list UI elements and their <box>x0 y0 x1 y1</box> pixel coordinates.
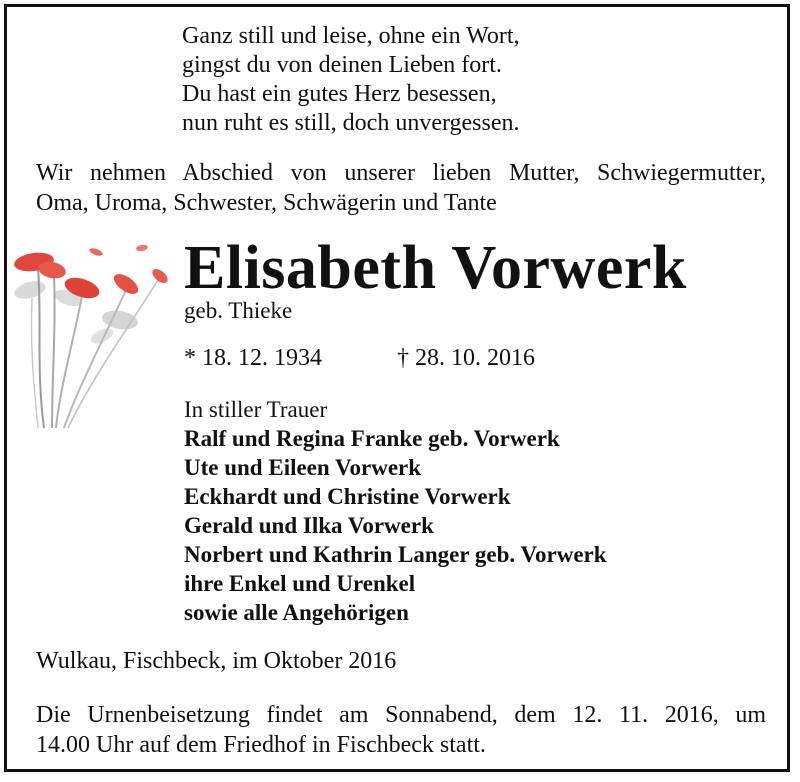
birth-date: * 18. 12. 1934 <box>184 345 322 371</box>
mourner-line: Gerald und Ilka Vorwerk <box>184 513 434 538</box>
burial-line: Die Urnenbeisetzung findet am Sonnabend, dem 12. 11. 2016, um <box>36 702 766 728</box>
mourners-block <box>184 395 607 627</box>
mourner-line: Ralf und Regina Franke geb. Vorwerk <box>184 426 560 451</box>
mourner-line: Ute und Eileen Vorwerk <box>184 455 422 480</box>
mourner-line: Norbert und Kathrin Langer geb. Vorwerk <box>184 542 607 567</box>
place-and-date: Wulkau, Fischbeck, im Oktober 2016 <box>36 648 397 674</box>
poem-line: Ganz still und leise, ohne ein Wort, <box>182 23 520 49</box>
maiden-name: geb. Thieke <box>184 298 293 323</box>
intro-line: Oma, Uroma, Schwester, Schwägerin und Tante <box>36 190 497 216</box>
farewell-intro <box>36 158 766 218</box>
death-date: † 28. 10. 2016 <box>397 345 535 371</box>
mourning-lead: In stiller Trauer <box>184 397 328 422</box>
poem-line: Du hast ein gutes Herz besessen, <box>182 81 497 107</box>
deceased-name: Elisabeth Vorwerk <box>184 234 687 302</box>
mourner-line: Eckhardt und Christine Vorwerk <box>184 484 511 509</box>
poem-line: nun ruht es still, doch unvergessen. <box>182 110 520 136</box>
poppy-flowers-illustration <box>8 238 178 430</box>
poem-line: gingst du von deinen Lieben fort. <box>182 52 502 78</box>
poem <box>182 22 520 138</box>
intro-line: Wir nehmen Abschied von unserer lieben Mutter, Schwiegermutter, <box>36 160 766 186</box>
mourner-line: ihre Enkel und Urenkel <box>184 571 416 596</box>
burial-notice <box>36 700 766 760</box>
mourner-line: sowie alle Angehörigen <box>184 600 409 625</box>
burial-line: 14.00 Uhr auf dem Friedhof in Fischbeck statt. <box>36 732 486 758</box>
